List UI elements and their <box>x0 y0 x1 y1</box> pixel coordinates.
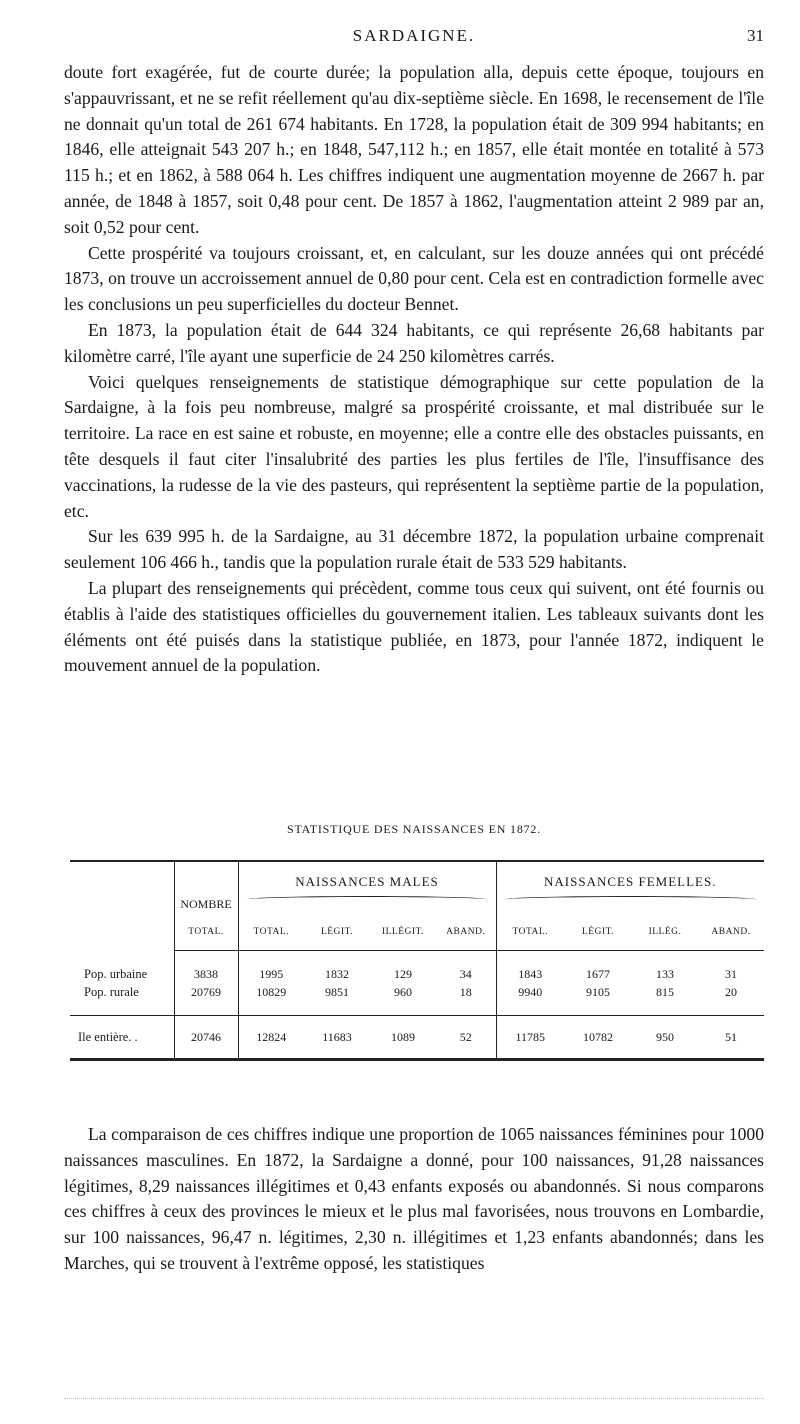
table-cell: 960 <box>394 984 412 999</box>
table-cell: 950 <box>632 1016 698 1060</box>
table-cell: 815 <box>656 984 674 999</box>
row-label: Ile entière. . <box>70 1016 174 1060</box>
male-births-label: NAISSANCES MALES <box>295 873 439 889</box>
column-header: TOTAL. <box>496 914 564 951</box>
table-cell: 20769 <box>174 983 238 1001</box>
table-row <box>70 983 764 1001</box>
table-cell: 11785 <box>496 1016 564 1060</box>
column-header: ABAND. <box>698 914 764 951</box>
table-cell: 12824 <box>238 1016 304 1060</box>
table-cell: 1089 <box>370 1016 436 1060</box>
brace-mark <box>247 896 488 903</box>
table-cell: 18 <box>436 983 496 1001</box>
table-title: STATISTIQUE DES NAISSANCES EN 1872. <box>286 822 542 836</box>
table-cell: 31 <box>725 966 737 981</box>
table-cell: 9851 <box>325 984 349 999</box>
table-cell: 129 <box>394 966 412 981</box>
column-header: LÉGIT. <box>564 914 632 951</box>
table-cell: 9105 <box>586 984 610 999</box>
column-header: ILLÉGIT. <box>370 914 436 951</box>
column-header: TOTAL. <box>174 914 238 951</box>
running-head <box>64 26 764 50</box>
table-cell: 3838 <box>174 965 238 983</box>
running-head-title: SARDAIGNE. <box>352 26 476 45</box>
top-text-block <box>64 60 764 679</box>
paragraph: Sur les 639 995 h. de la Sardaigne, au 31 décembre 1872, la population urbaine comprenait seulement 106 466 h., tandis que la population rurale était de 533 529 habitants. <box>64 526 764 573</box>
bottom-text-block <box>64 1122 764 1277</box>
table-cell: 52 <box>436 1016 496 1060</box>
table-cell: 10829 <box>256 984 287 999</box>
brace-mark <box>505 896 757 903</box>
table-cell: 1995 <box>259 966 284 981</box>
paragraph: Voici quelques renseignements de statistique démographique sur cette population de la Sardaigne, à la fois peu nombreuse, malgré sa prospérité croissante, et mal distribuée sur le territoire. La race en est saine et robuste, en moyenne; elle a contre elle des obstacles puissants, en tête desquels il faut citer l'insalubrité des parties les plus fertiles de l'île, l'insuffisance des vaccinations, la rudesse de la vie des pasteurs, qui représentent la septième partie de la population, etc. <box>64 371 764 521</box>
table-cell: 51 <box>698 1016 764 1060</box>
column-header: LÉGIT. <box>304 914 370 951</box>
table-cell: 20746 <box>174 1016 238 1060</box>
column-header: TOTAL. <box>238 914 304 951</box>
paragraph: En 1873, la population était de 644 324 habitants, ce qui représente 26,68 habitants par kilomètre carré, l'île ayant une superficie de 24 250 kilomètres carrés. <box>64 319 764 366</box>
table-cell: 1832 <box>325 966 349 981</box>
male-births-header <box>238 861 496 914</box>
table-cell: 10782 <box>564 1016 632 1060</box>
paragraph: La plupart des renseignements qui précèdent, comme tous ceux qui suivent, ont été fournis ou établis à l'aide des statistiques officielles du gouvernement italien. Les tableaux suivants dont les éléments ont été puisés dans la statistique publiée, en 1873, pour l'année 1872, indiquent le mouvement annuel de la population. <box>64 577 764 676</box>
column-header: ABAND. <box>436 914 496 951</box>
female-births-label: NAISSANCES FEMELLES. <box>544 873 717 889</box>
page-number: 31 <box>747 26 764 45</box>
column-header: ILLÉG. <box>632 914 698 951</box>
table-cell: 34 <box>436 965 496 983</box>
table-cell: 9940 <box>518 984 543 999</box>
row-label: Pop. urbaine <box>70 965 174 983</box>
nombre-header: NOMBRE <box>174 861 238 914</box>
blank-header <box>70 914 174 951</box>
row-label-header <box>70 861 174 914</box>
table-cell: 133 <box>656 966 674 981</box>
page-bottom-rule <box>64 1398 764 1400</box>
table-cell: 20 <box>725 984 737 999</box>
paragraph: doute fort exagérée, fut de courte durée; la population alla, depuis cette époque, toujours en s'appauvrissant, et ne se refit réellement qu'au dix-septième siècle. En 1698, le recensement de l'île ne donnait qu'un total de 261 674 habitants. En 1728, la population était de 309 994 habitants; en 1846, elle atteignait 543 207 h.; en 1848, 547,112 h.; en 1857, elle était montée en totalité à 573 115 h.; et en 1862, à 588 064 h. Les chiffres indiquent une augmentation moyenne de 2667 h. par année, de 1848 à 1857, soit 0,48 pour cent. De 1857 à 1862, l'augmentation atteint 2 989 par an, soit 0,52 pour cent. <box>64 62 764 237</box>
paragraph: La comparaison de ces chiffres indique une proportion de 1065 naissances féminines pour 1000 naissances masculines. En 1872, la Sardaigne a donné, pour 100 naissances, 91,28 naissances légitimes, 8,29 naissances illégitimes et 0,43 enfants exposés ou abandonnés. Si nous comparons ces chiffres à ceux des provinces le mieux et le plus mal favorisées, nous trouvons en Lombardie, sur 100 naissances, 96,47 n. légitimes, 2,30 n. illégitimes et 1,23 enfants abandonnés; dans les Marches, qui se trouvent à l'extrême opposé, les statistiques <box>64 1124 764 1273</box>
paragraph: Cette prospérité va toujours croissant, et, en calculant, sur les douze années qui ont précédé 1873, on trouve un accroissement annuel de 0,80 pour cent. Cela est en contradiction formelle avec les conclusions un peu superficielles du docteur Bennet. <box>64 242 764 315</box>
table-cell: 1677 <box>586 966 610 981</box>
table-row <box>70 965 764 983</box>
row-label: Pop. rurale <box>70 983 174 1001</box>
births-table <box>70 860 764 1061</box>
table-cell: 11683 <box>304 1016 370 1060</box>
table-cell: 1843 <box>518 966 543 981</box>
table-total-row <box>70 1016 764 1060</box>
female-births-header <box>496 861 764 914</box>
